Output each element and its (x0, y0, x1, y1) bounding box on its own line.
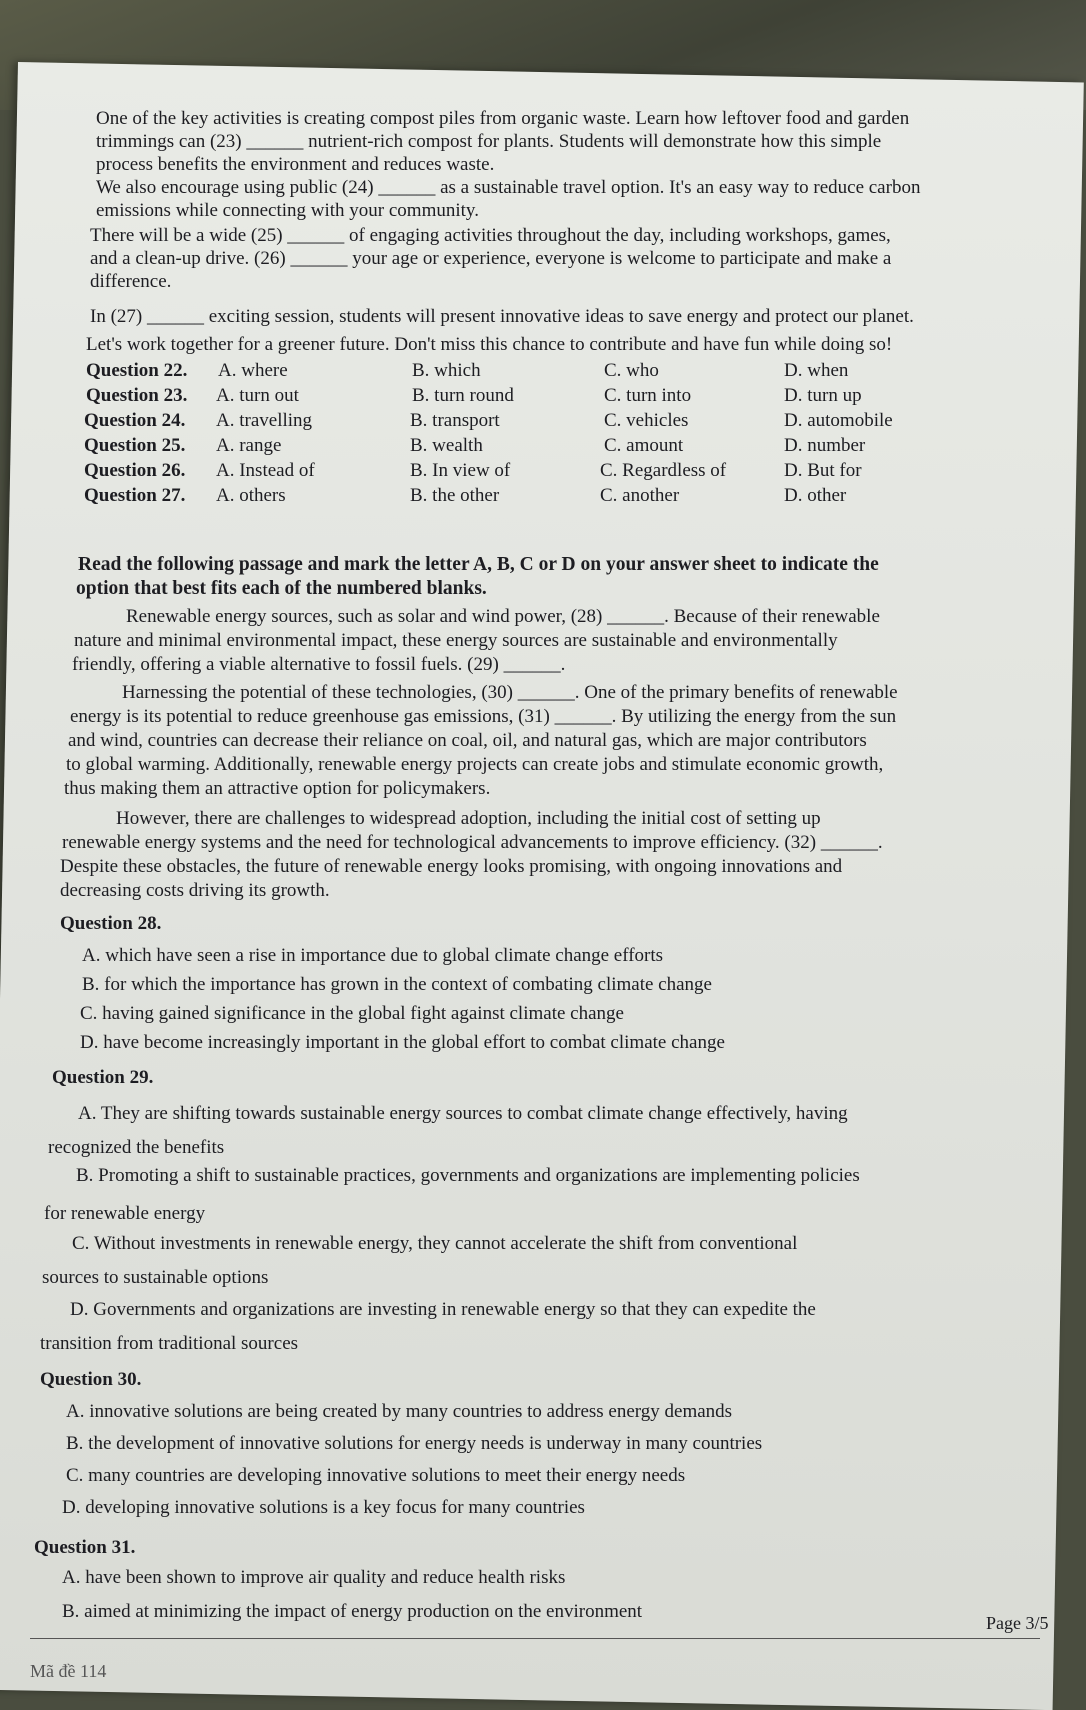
option-c-cont: sources to sustainable options (42, 1267, 269, 1288)
passage-line: One of the key activities is creating compost piles from organic waste. Learn how leftover food and garden (96, 108, 910, 129)
option-a[interactable]: A. where (218, 360, 288, 381)
option-c[interactable]: C. having gained significance in the global fight against climate change (80, 1003, 624, 1024)
question-label: Question 27. (84, 485, 186, 506)
option-a[interactable]: A. travelling (216, 410, 313, 431)
passage-line: There will be a wide (25) ______ of engaging activities throughout the day, including workshops, games, (90, 225, 891, 246)
passage-line: In (27) ______ exciting session, students will present innovative ideas to save energy and protect our planet. (90, 306, 914, 327)
option-c[interactable]: C. another (600, 485, 680, 506)
passage-line: Despite these obstacles, the future of renewable energy looks promising, with ongoing innovations and (60, 856, 843, 877)
option-b[interactable]: B. aimed at minimizing the impact of energy production on the environment (62, 1601, 643, 1622)
option-c[interactable]: C. many countries are developing innovative solutions to meet their energy needs (66, 1465, 686, 1486)
question-label: Question 26. (84, 460, 186, 481)
question-label: Question 25. (84, 435, 186, 456)
passage-line: emissions while connecting with your community. (96, 200, 479, 221)
option-c[interactable]: C. vehicles (604, 410, 689, 431)
passage-line: thus making them an attractive option for policymakers. (64, 778, 491, 799)
footer-divider (30, 1638, 1040, 1639)
option-b[interactable]: B. for which the importance has grown in the context of combating climate change (82, 974, 712, 995)
option-c[interactable]: C. turn into (604, 385, 692, 406)
option-b[interactable]: B. the development of innovative solutions for energy needs is underway in many countries (66, 1433, 763, 1454)
option-b[interactable]: B. wealth (410, 435, 483, 456)
option-d[interactable]: D. when (784, 360, 849, 381)
passage-line: However, there are challenges to widespread adoption, including the initial cost of setting up (116, 808, 821, 829)
passage-line: friendly, offering a viable alternative to fossil fuels. (29) ______. (72, 654, 566, 675)
option-a[interactable]: A. turn out (216, 385, 299, 406)
passage-line: decreasing costs driving its growth. (60, 880, 330, 901)
question-label: Question 29. (52, 1067, 154, 1088)
option-c[interactable]: C. Without investments in renewable energy, they cannot accelerate the shift from conventional (72, 1233, 798, 1254)
question-label: Question 23. (86, 385, 188, 406)
option-c[interactable]: C. amount (604, 435, 684, 456)
option-d[interactable]: D. Governments and organizations are investing in renewable energy so that they can expedite the (70, 1299, 816, 1320)
option-a[interactable]: A. Instead of (216, 460, 315, 481)
passage-line: process benefits the environment and reduces waste. (96, 154, 495, 175)
exam-code: Mã đề 114 (30, 1661, 107, 1681)
option-b[interactable]: B. which (412, 360, 481, 381)
question-label: Question 28. (60, 913, 162, 934)
passage-line: and wind, countries can decrease their reliance on coal, oil, and natural gas, which are major contributors (68, 730, 867, 751)
passage-line: Let's work together for a greener future. Don't miss this chance to contribute and have fun while doing so! (86, 334, 893, 355)
passage-line: and a clean-up drive. (26) ______ your age or experience, everyone is welcome to participate and make a (90, 248, 892, 269)
question-label: Question 22. (86, 360, 188, 381)
option-c[interactable]: C. Regardless of (600, 460, 727, 481)
passage-line: renewable energy systems and the need for technological advancements to improve efficiency. (32) ______. (62, 832, 883, 853)
option-a[interactable]: A. range (216, 435, 282, 456)
option-b[interactable]: B. transport (410, 410, 500, 431)
passage-line: to global warming. Additionally, renewable energy projects can create jobs and stimulate economic growth, (66, 754, 884, 775)
option-a[interactable]: A. have been shown to improve air quality and reduce health risks (62, 1567, 566, 1588)
passage-line: trimmings can (23) ______ nutrient-rich compost for plants. Students will demonstrate how this simple (96, 131, 882, 152)
option-a-cont: recognized the benefits (48, 1137, 225, 1158)
option-d[interactable]: D. developing innovative solutions is a key focus for many countries (62, 1497, 585, 1518)
passage-line: Renewable energy sources, such as solar and wind power, (28) ______. Because of their renewable (126, 606, 880, 627)
option-d[interactable]: D. have become increasingly important in the global effort to combat climate change (80, 1032, 725, 1053)
passage-line: Harnessing the potential of these technologies, (30) ______. One of the primary benefits of renewable (122, 682, 898, 703)
option-d[interactable]: D. turn up (784, 385, 862, 406)
option-a[interactable]: A. which have seen a rise in importance due to global climate change efforts (82, 945, 664, 966)
option-b[interactable]: B. turn round (412, 385, 514, 406)
option-c[interactable]: C. who (604, 360, 659, 381)
option-d[interactable]: D. number (784, 435, 866, 456)
option-a[interactable]: A. others (216, 485, 286, 506)
option-a[interactable]: A. They are shifting towards sustainable energy sources to combat climate change effectively, having (78, 1103, 848, 1124)
page-number: Page 3/5 (986, 1613, 1049, 1633)
question-label: Question 31. (34, 1537, 136, 1558)
option-b[interactable]: B. Promoting a shift to sustainable practices, governments and organizations are implementing policies (76, 1165, 860, 1186)
option-b-cont: for renewable energy (44, 1203, 206, 1224)
passage-line: energy is its potential to reduce greenhouse gas emissions, (31) ______. By utilizing the energy from the sun (70, 706, 897, 727)
option-a[interactable]: A. innovative solutions are being created by many countries to address energy demands (66, 1401, 733, 1422)
passage-line: nature and minimal environmental impact, these energy sources are sustainable and environmentally (74, 630, 838, 651)
question-label: Question 30. (40, 1369, 142, 1390)
option-d-cont: transition from traditional sources (40, 1333, 299, 1354)
instruction-line: option that best fits each of the numbered blanks. (76, 578, 487, 599)
option-d[interactable]: D. automobile (784, 410, 893, 431)
option-d[interactable]: D. other (784, 485, 847, 506)
option-d[interactable]: D. But for (784, 460, 862, 481)
instruction-line: Read the following passage and mark the letter A, B, C or D on your answer sheet to indicate the (78, 554, 879, 575)
option-b[interactable]: B. In view of (410, 460, 511, 481)
question-label: Question 24. (84, 410, 186, 431)
passage-line: difference. (90, 271, 172, 292)
option-b[interactable]: B. the other (410, 485, 500, 506)
passage-line: We also encourage using public (24) ______ as a sustainable travel option. It's an easy way to reduce carbon (96, 177, 921, 198)
